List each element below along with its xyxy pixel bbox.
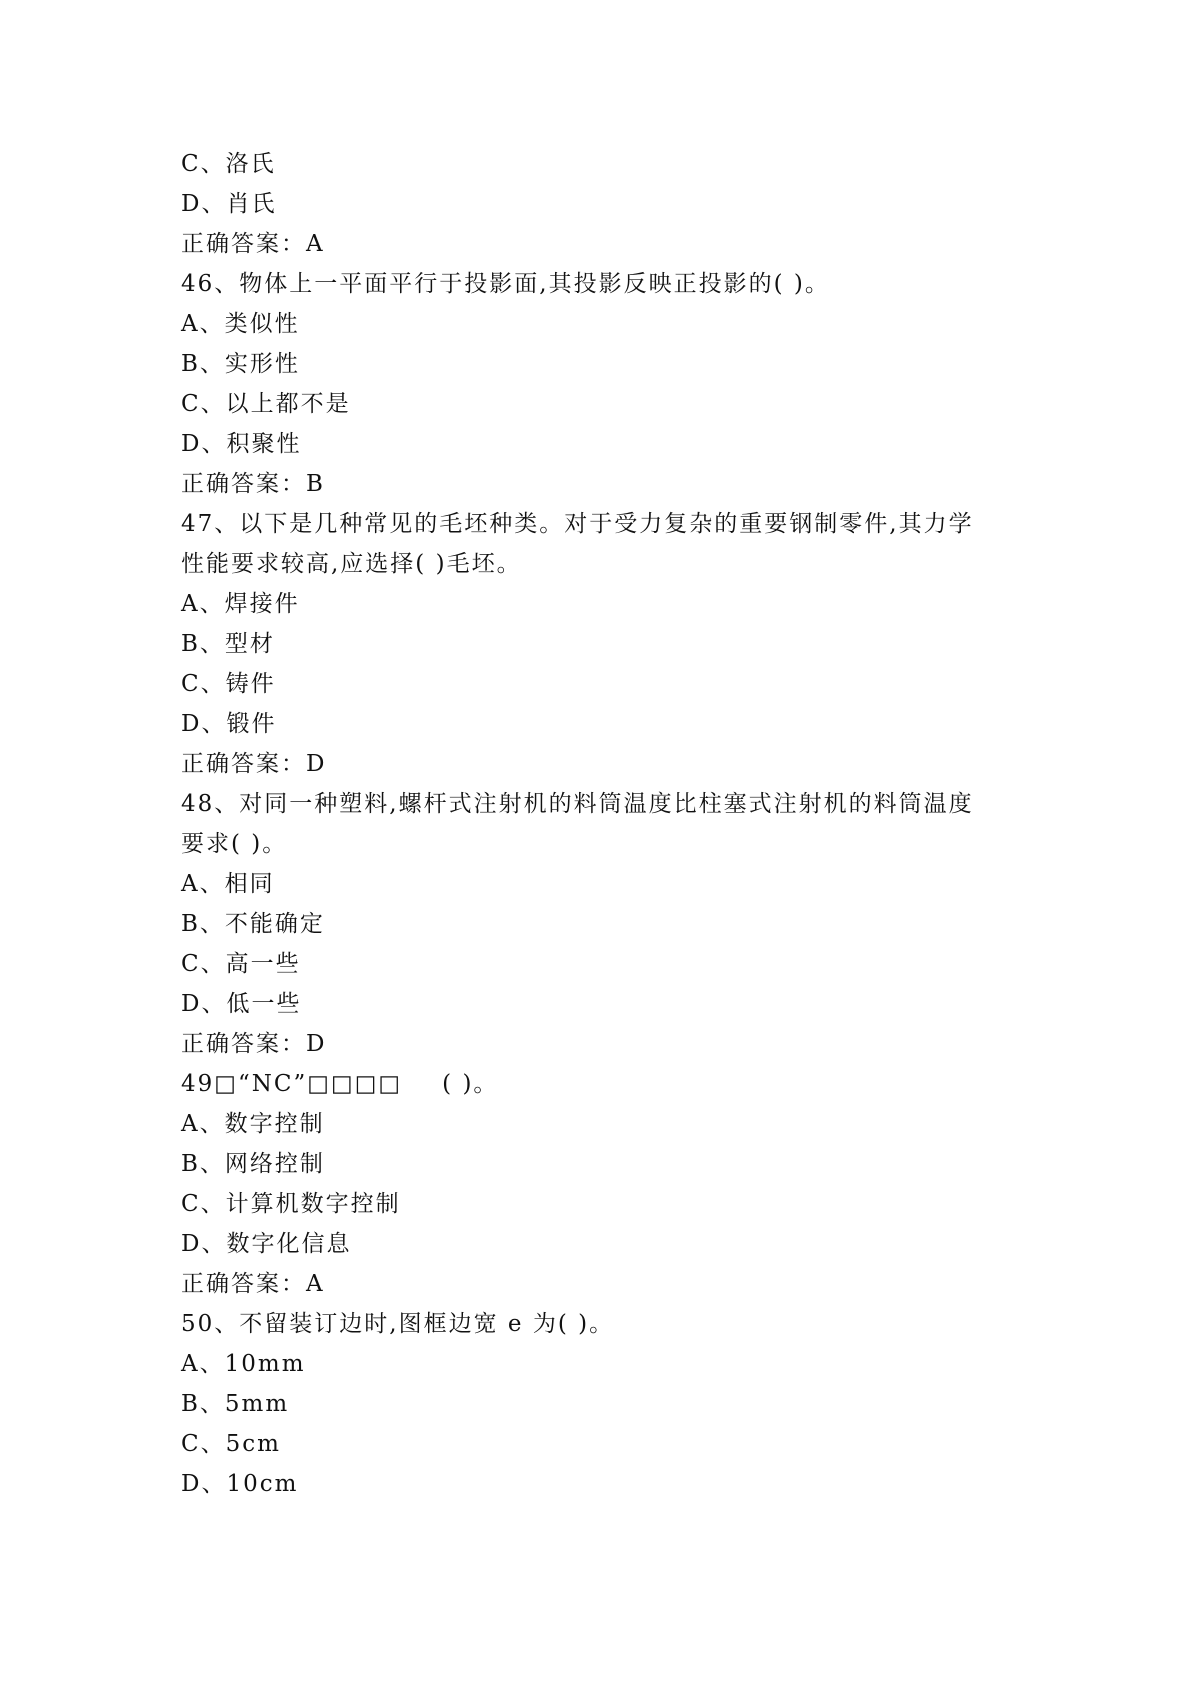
option-d: D、积聚性 xyxy=(181,431,302,457)
option-c: C、高一些 xyxy=(181,951,301,977)
question-stem: 47、以下是几种常见的毛坯种类。对于受力复杂的重要钢制零件,其力学 xyxy=(181,511,974,537)
option-c: C、铸件 xyxy=(181,671,276,697)
question-stem: 49□“NC”□□□□ ( )。 xyxy=(181,1071,499,1097)
answer-line: 正确答案：D xyxy=(181,1031,327,1057)
option-c: C、洛氏 xyxy=(181,151,276,177)
question-stem: 46、物体上一平面平行于投影面,其投影反映正投影的( )。 xyxy=(181,271,830,297)
option-b: B、不能确定 xyxy=(181,911,325,937)
option-a: A、10mm xyxy=(181,1351,306,1377)
option-d: D、数字化信息 xyxy=(181,1231,352,1257)
option-b: B、5mm xyxy=(181,1391,290,1417)
option-a: A、类似性 xyxy=(181,311,300,337)
option-b: B、型材 xyxy=(181,631,275,657)
option-a: A、数字控制 xyxy=(181,1111,325,1137)
option-c: C、5cm xyxy=(181,1431,281,1457)
option-b: B、网络控制 xyxy=(181,1151,325,1177)
option-c: C、以上都不是 xyxy=(181,391,351,417)
question-stem: 48、对同一种塑料,螺杆式注射机的料筒温度比柱塞式注射机的料筒温度 xyxy=(181,791,974,817)
option-b: B、实形性 xyxy=(181,351,300,377)
answer-line: 正确答案：B xyxy=(181,471,325,497)
question-stem: 50、不留装订边时,图框边宽 e 为( )。 xyxy=(181,1311,615,1337)
answer-line: 正确答案：A xyxy=(181,231,325,257)
answer-line: 正确答案：D xyxy=(181,751,327,777)
option-d: D、锻件 xyxy=(181,711,277,737)
option-c: C、计算机数字控制 xyxy=(181,1191,401,1217)
question-stem-continued: 要求( )。 xyxy=(181,831,288,857)
answer-line: 正确答案：A xyxy=(181,1271,325,1297)
option-d: D、低一些 xyxy=(181,991,302,1017)
option-a: A、相同 xyxy=(181,871,275,897)
option-d: D、肖氏 xyxy=(181,191,277,217)
question-stem-continued: 性能要求较高,应选择( )毛坯。 xyxy=(181,551,522,577)
question-list xyxy=(181,144,1021,1504)
option-d: D、10cm xyxy=(181,1471,299,1497)
option-a: A、焊接件 xyxy=(181,591,300,617)
